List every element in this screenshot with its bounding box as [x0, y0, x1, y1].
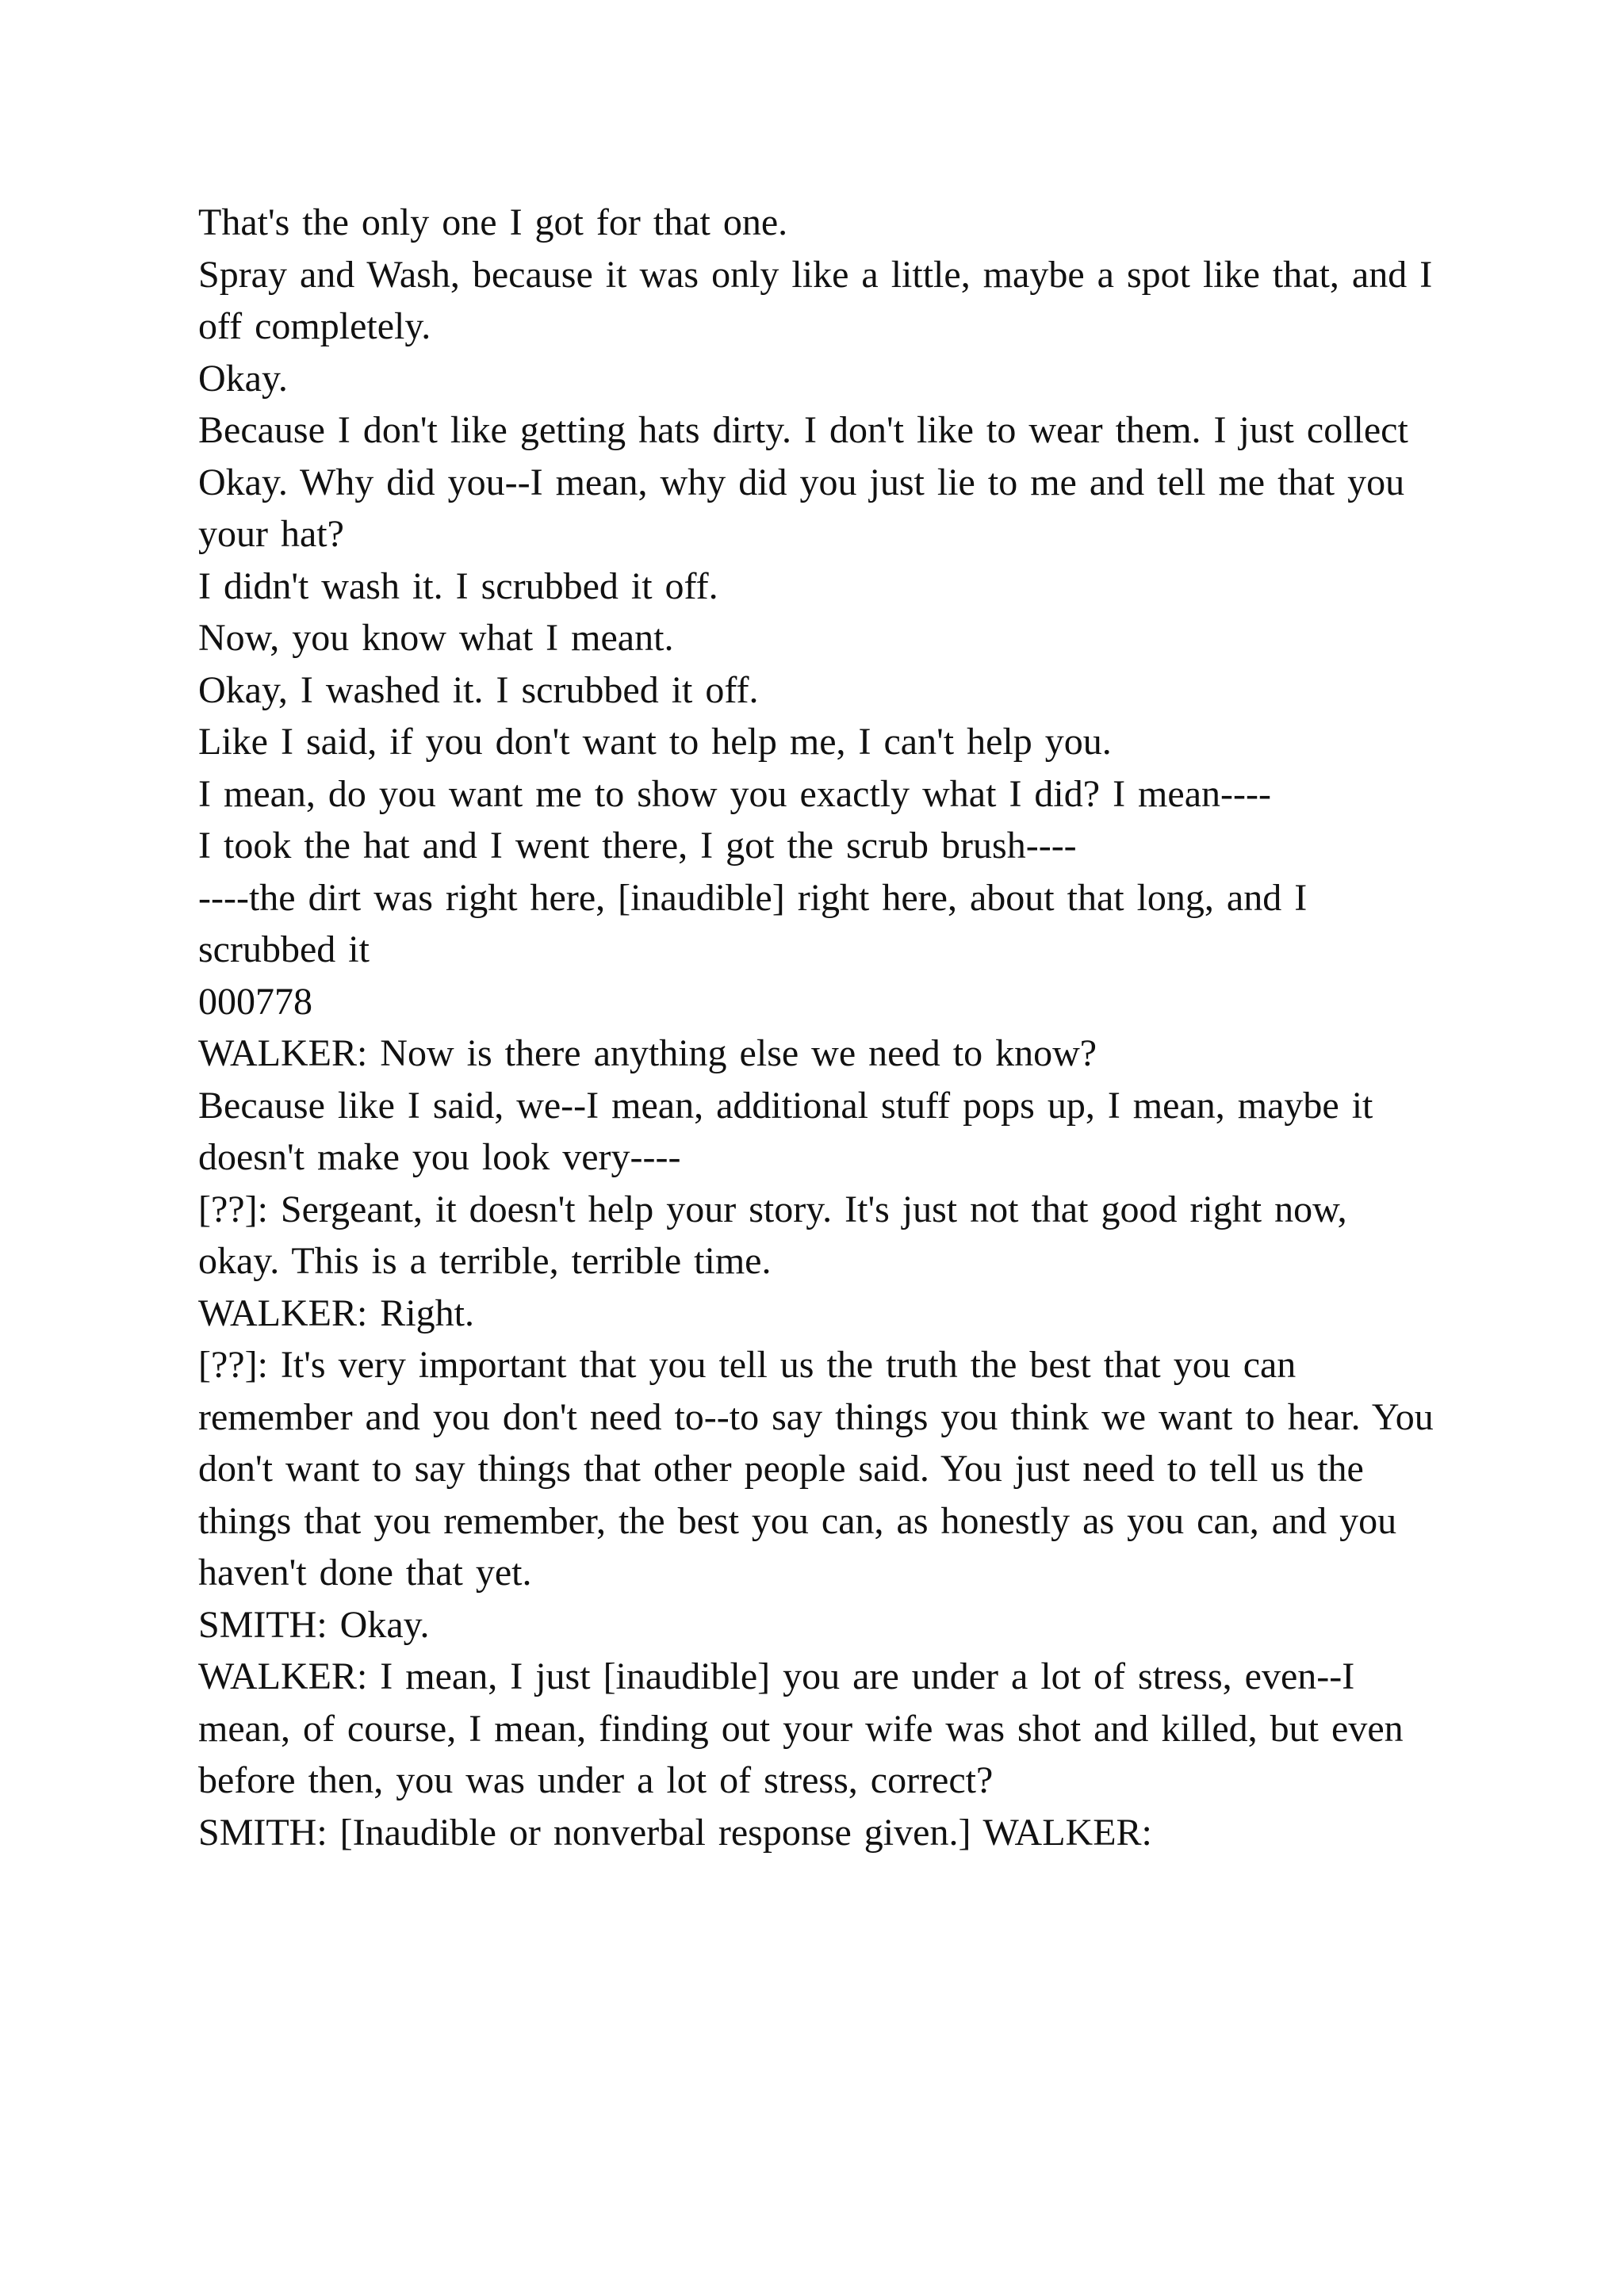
transcript-line: WALKER: Right.	[198, 1292, 474, 1334]
transcript-line: Okay, I washed it. I scrubbed it off.	[198, 668, 759, 711]
transcript-line: Okay. Why did you--I mean, why did you just lie to me and tell me that you your hat?	[198, 461, 1418, 555]
transcript-line: That's the only one I got for that one.	[198, 201, 788, 243]
transcript-line: SMITH: Okay.	[198, 1603, 430, 1646]
transcript-line: Now, you know what I meant.	[198, 617, 674, 659]
transcript-line: [??]: It's very important that you tell us the truth the best that you can remember and you don't need to--to say things you think we want to hear. You don't want to say things that other people said. You just need to tell us the things that you remember, the best you can, as honestly as you can, and you haven't done that yet.	[198, 1344, 1446, 1594]
transcript-line: Because like I said, we--I mean, additional stuff pops up, I mean, maybe it doesn't make you look very----	[198, 1084, 1386, 1178]
transcript-line: WALKER: Now is there anything else we need to know?	[198, 1032, 1097, 1074]
transcript-line: I didn't wash it. I scrubbed it off.	[198, 564, 718, 607]
transcript-line: Spray and Wash, because it was only like a little, maybe a spot like that, and I off completely.	[198, 253, 1446, 347]
transcript-line: Because I don't like getting hats dirty. I don't like to wear them. I just collect	[198, 409, 1408, 451]
transcript-line: [??]: Sergeant, it doesn't help your story. It's just not that good right now, okay. This is a terrible, terrible time.	[198, 1188, 1360, 1282]
page-number: 000778	[198, 980, 312, 1023]
transcript-line: ----the dirt was right here, [inaudible] right here, about that long, and I scrubbed it	[198, 876, 1320, 970]
transcript-line: I mean, do you want me to show you exactly what I did? I mean----	[198, 772, 1271, 815]
transcript-line: Like I said, if you don't want to help me, I can't help you.	[198, 721, 1112, 763]
transcript-line: Okay.	[198, 357, 288, 400]
transcript-line: I took the hat and I went there, I got the scrub brush----	[198, 825, 1077, 867]
transcript-text	[198, 197, 1446, 1858]
transcript-line: WALKER: I mean, I just [inaudible] you are under a lot of stress, even--I mean, of course, I mean, finding out your wife was shot and killed, but even before then, you was under a lot of stress, correct?	[198, 1655, 1416, 1801]
transcript-line: SMITH: [Inaudible or nonverbal response given.] WALKER:	[198, 1811, 1152, 1854]
